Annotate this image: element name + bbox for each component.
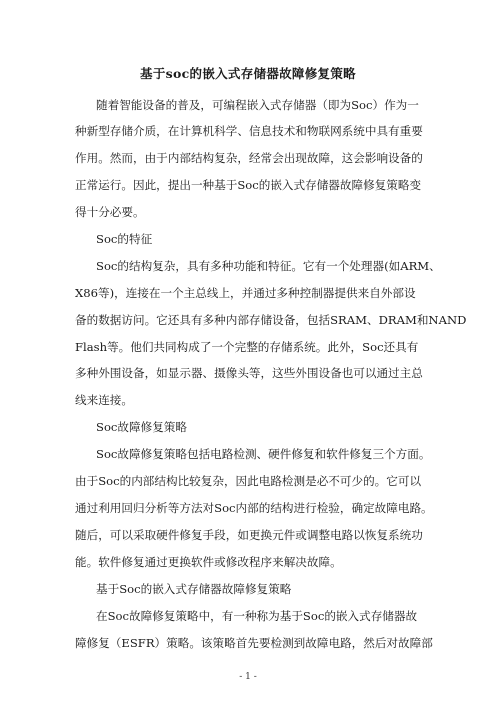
paragraph-line: 多种外围设备，如显示器、摄像头等，这些外围设备也可以通过主总 bbox=[75, 366, 423, 380]
paragraph-line: Flash等。他们共同构成了一个完整的存储系统。此外，Soc还具有 bbox=[75, 340, 419, 354]
paragraph-line: X86等)，连接在一个主总线上，并通过多种控制器提供来自外部设 bbox=[75, 286, 416, 300]
paragraph-line: 种新型存储介质，在计算机科学、信息技术和物联网系统中具有重要 bbox=[75, 124, 423, 138]
paragraph-line: 备的数据访问。它还具有多种内部存储设备，包括SRAM、DRAM和NAND bbox=[75, 313, 467, 327]
paragraph-line: 能。软件修复通过更换软件或修改程序来解决故障。 bbox=[75, 555, 342, 569]
section-heading: Soc的特征 bbox=[96, 232, 153, 246]
paragraph-line: 作用。然而，由于内部结构复杂，经常会出现故障，这会影响设备的 bbox=[75, 151, 423, 165]
paragraph-line: 由于Soc的内部结构比较复杂，因此电路检测是必不可少的。它可以 bbox=[75, 474, 422, 488]
paragraph-line: 通过利用回归分析等方法对Soc内部的结构进行检验，确定故障电路。 bbox=[75, 501, 433, 515]
paragraph-line: 得十分必要。 bbox=[75, 205, 145, 219]
paragraph-line: 正常运行。因此，提出一种基于Soc的嵌入式存储器故障修复策略变 bbox=[75, 178, 422, 192]
paragraph-line: 随后，可以采取硬件修复手段，如更换元件或调整电路以恢复系统功 bbox=[75, 528, 423, 542]
paragraph-line: 线来连接。 bbox=[75, 393, 133, 407]
page-number: - 1 - bbox=[239, 672, 257, 682]
document-title: 基于soc的嵌入式存储器故障修复策略 bbox=[140, 66, 356, 81]
section-heading: Soc故障修复策略 bbox=[96, 420, 187, 434]
paragraph-line: 障修复（ESFR）策略。该策略首先要检测到故障电路，然后对故障部 bbox=[75, 636, 433, 650]
paragraph-line: 在Soc故障修复策略中，有一种称为基于Soc的嵌入式存储器故 bbox=[96, 609, 418, 623]
paragraph-line: Soc故障修复策略包括电路检测、硬件修复和软件修复三个方面。 bbox=[96, 447, 431, 461]
paragraph-line: 随着智能设备的普及，可编程嵌入式存储器（即为Soc）作为一 bbox=[96, 98, 419, 112]
section-heading: 基于Soc的嵌入式存储器故障修复策略 bbox=[96, 582, 292, 596]
paragraph-line: Soc的结构复杂，具有多种功能和特征。它有一个处理器(如ARM、 bbox=[96, 259, 441, 273]
